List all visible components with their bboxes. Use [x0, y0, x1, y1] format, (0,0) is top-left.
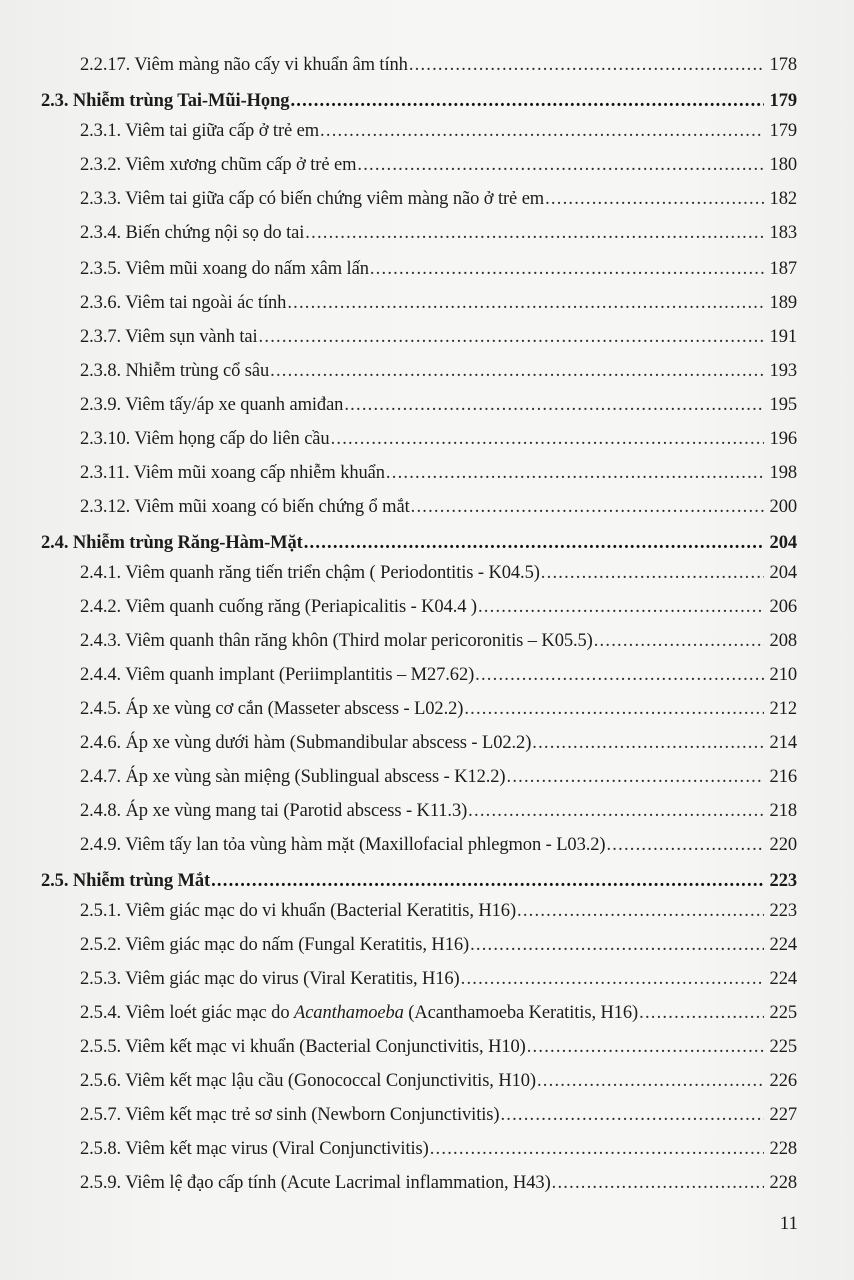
- toc-page-number: 225: [769, 1003, 797, 1023]
- toc-page-number: 212: [769, 699, 797, 719]
- dot-leader: [527, 1034, 764, 1060]
- toc-page-number: 178: [769, 55, 797, 75]
- toc-entry: [0, 220, 797, 246]
- toc-entry: [0, 1102, 797, 1128]
- toc-entry: [0, 426, 797, 452]
- toc-page-number: 183: [769, 223, 797, 243]
- toc-entry: [0, 628, 797, 654]
- toc-label: 2.4.8. Áp xe vùng mang tai (Parotid abscess - K11.3): [80, 801, 468, 821]
- toc-entry: [0, 1034, 797, 1060]
- toc-page-number: 228: [769, 1139, 797, 1159]
- toc-entry: [0, 460, 797, 486]
- dot-leader: [211, 868, 764, 894]
- toc-page-number: 206: [769, 597, 797, 617]
- toc-page-number: 182: [769, 189, 797, 209]
- toc-entry: [0, 764, 797, 790]
- toc-entry: [0, 898, 797, 924]
- toc-label: 2.3.12. Viêm mũi xoang có biến chứng ổ mắt: [80, 497, 410, 517]
- dot-leader: [464, 696, 764, 722]
- toc-entry: [0, 358, 797, 384]
- toc-entry: [0, 290, 797, 316]
- dot-leader: [411, 494, 764, 520]
- toc-label-part: 2.5.4. Viêm loét giác mạc do: [80, 1003, 294, 1023]
- dot-leader: [475, 662, 764, 688]
- dot-leader: [430, 1136, 764, 1162]
- toc-entry: [0, 1000, 797, 1026]
- toc-entry: [0, 594, 797, 620]
- toc-entry: [0, 832, 797, 858]
- dot-leader: [270, 358, 764, 384]
- toc-label: 2.4.6. Áp xe vùng dưới hàm (Submandibular abscess - L02.2): [80, 733, 532, 753]
- toc-page-number: 193: [769, 361, 797, 381]
- toc-entry: [0, 1136, 797, 1162]
- toc-label: 2.4.9. Viêm tấy lan tỏa vùng hàm mặt (Maxillofacial phlegmon - L03.2): [80, 835, 606, 855]
- toc-page-number: 214: [769, 733, 797, 753]
- toc-entry: [0, 798, 797, 824]
- toc-label: 2.3.7. Viêm sụn vành tai: [80, 327, 258, 347]
- toc-page-number: 216: [769, 767, 797, 787]
- toc-label: 2.3.11. Viêm mũi xoang cấp nhiễm khuẩn: [80, 463, 385, 483]
- dot-leader: [370, 256, 764, 282]
- dot-leader: [344, 392, 764, 418]
- toc-label: 2.4. Nhiễm trùng Răng-Hàm-Mặt: [41, 533, 303, 553]
- toc-section-heading: [0, 88, 797, 114]
- dot-leader: [259, 324, 764, 350]
- toc-page-number: 208: [769, 631, 797, 651]
- toc-label: 2.3.1. Viêm tai giữa cấp ở trẻ em: [80, 121, 320, 141]
- dot-leader: [409, 52, 764, 78]
- toc-entry: [0, 730, 797, 756]
- page-number: 11: [779, 1213, 798, 1234]
- dot-leader: [541, 560, 764, 586]
- toc-page-number: 226: [769, 1071, 797, 1091]
- dot-leader: [639, 1000, 764, 1026]
- toc-entry: [0, 52, 797, 78]
- dot-leader: [386, 460, 764, 486]
- toc-page-number: 191: [769, 327, 797, 347]
- toc-label: 2.5.5. Viêm kết mạc vi khuẩn (Bacterial Conjunctivitis, H10): [80, 1037, 526, 1057]
- toc-label: 2.3.6. Viêm tai ngoài ác tính: [80, 293, 287, 313]
- toc-page-number: 179: [769, 91, 797, 111]
- toc-section-heading: [0, 868, 797, 894]
- dot-leader: [290, 88, 764, 114]
- toc-label: 2.5.2. Viêm giác mạc do nấm (Fungal Keratitis, H16): [80, 935, 470, 955]
- toc-page-number: 204: [769, 563, 797, 583]
- toc-page-number: 179: [769, 121, 797, 141]
- dot-leader: [507, 764, 765, 790]
- toc-page-number: 227: [769, 1105, 797, 1125]
- dot-leader: [287, 290, 764, 316]
- toc-label: 2.3.5. Viêm mũi xoang do nấm xâm lấn: [80, 259, 369, 279]
- dot-leader: [537, 1068, 764, 1094]
- toc-label: 2.5.6. Viêm kết mạc lậu cầu (Gonococcal Conjunctivitis, H10): [80, 1071, 536, 1091]
- toc-page-number: 223: [769, 901, 797, 921]
- dot-leader: [468, 798, 764, 824]
- toc-label: 2.3.2. Viêm xương chũm cấp ở trẻ em: [80, 155, 357, 175]
- dot-leader: [304, 530, 764, 556]
- toc-page-number: 218: [769, 801, 797, 821]
- toc-page-number: 189: [769, 293, 797, 313]
- toc-label: 2.3.4. Biến chứng nội sọ do tai: [80, 223, 305, 243]
- toc-label: 2.3.8. Nhiễm trùng cổ sâu: [80, 361, 270, 381]
- toc-label: 2.5.7. Viêm kết mạc trẻ sơ sinh (Newborn Conjunctivitis): [80, 1105, 500, 1125]
- toc-label: 2.5.3. Viêm giác mạc do virus (Viral Keratitis, H16): [80, 969, 460, 989]
- toc-page-number: 223: [769, 871, 797, 891]
- toc-page-number: 204: [769, 533, 797, 553]
- toc-label-italic: Acanthamoeba: [294, 1003, 404, 1023]
- toc-page-number: 196: [769, 429, 797, 449]
- dot-leader: [552, 1170, 764, 1196]
- toc-entry: [0, 392, 797, 418]
- toc-label-part: (Acanthamoeba Keratitis, H16): [403, 1003, 639, 1023]
- toc-page-number: 180: [769, 155, 797, 175]
- toc-section-heading: [0, 530, 797, 556]
- toc-entry: [0, 324, 797, 350]
- toc-page-number: 224: [769, 969, 797, 989]
- dot-leader: [478, 594, 764, 620]
- toc-label: 2.3.3. Viêm tai giữa cấp có biến chứng viêm màng não ở trẻ em: [80, 189, 545, 209]
- toc-label: 2.5. Nhiễm trùng Mắt: [41, 871, 211, 891]
- toc-label: 2.3.9. Viêm tấy/áp xe quanh amiđan: [80, 395, 344, 415]
- toc-page-number: 210: [769, 665, 797, 685]
- dot-leader: [545, 186, 764, 212]
- dot-leader: [532, 730, 764, 756]
- toc-label: 2.4.7. Áp xe vùng sàn miệng (Sublingual abscess - K12.2): [80, 767, 506, 787]
- dot-leader: [470, 932, 764, 958]
- toc-label: 2.4.4. Viêm quanh implant (Periimplantitis – M27.62): [80, 665, 475, 685]
- toc-label: 2.5.9. Viêm lệ đạo cấp tính (Acute Lacrimal inflammation, H43): [80, 1173, 551, 1193]
- dot-leader: [517, 898, 764, 924]
- dot-leader: [331, 426, 764, 452]
- dot-leader: [305, 220, 764, 246]
- toc-page-number: 225: [769, 1037, 797, 1057]
- toc-entry: [0, 560, 797, 586]
- dot-leader: [594, 628, 764, 654]
- toc-label: 2.2.17. Viêm màng não cấy vi khuẩn âm tính: [80, 55, 408, 75]
- dot-leader: [320, 118, 764, 144]
- toc-label: 2.4.5. Áp xe vùng cơ cắn (Masseter abscess - L02.2): [80, 699, 464, 719]
- toc-entry: [0, 152, 797, 178]
- toc-page-number: 228: [769, 1173, 797, 1193]
- toc-label: 2.3. Nhiễm trùng Tai-Mũi-Họng: [41, 91, 290, 111]
- toc-page-number: 200: [769, 497, 797, 517]
- dot-leader: [357, 152, 764, 178]
- dot-leader: [461, 966, 764, 992]
- toc-label: 2.3.10. Viêm họng cấp do liên cầu: [80, 429, 330, 449]
- toc-entry: [0, 118, 797, 144]
- toc-entry: [0, 966, 797, 992]
- toc-label: 2.5.8. Viêm kết mạc virus (Viral Conjunctivitis): [80, 1139, 429, 1159]
- toc-label: [80, 1000, 638, 1026]
- toc-label: 2.5.1. Viêm giác mạc do vi khuẩn (Bacterial Keratitis, H16): [80, 901, 517, 921]
- toc-page-number: 198: [769, 463, 797, 483]
- toc-entry: [0, 494, 797, 520]
- toc-entry: [0, 256, 797, 282]
- toc-label: 2.4.1. Viêm quanh răng tiến triển chậm ( Periodontitis - K04.5): [80, 563, 540, 583]
- toc-page-number: 224: [769, 935, 797, 955]
- dot-leader: [500, 1102, 764, 1128]
- dot-leader: [606, 832, 764, 858]
- toc-entry: [0, 932, 797, 958]
- toc-entry: [0, 1170, 797, 1196]
- toc-label: 2.4.3. Viêm quanh thân răng khôn (Third molar pericoronitis – K05.5): [80, 631, 593, 651]
- toc-entry: [0, 662, 797, 688]
- toc-entry: [0, 186, 797, 212]
- toc-label: 2.4.2. Viêm quanh cuống răng (Periapicalitis - K04.4 ): [80, 597, 477, 617]
- toc-entry: [0, 1068, 797, 1094]
- toc-page-number: 187: [769, 259, 797, 279]
- toc-page-number: 220: [769, 835, 797, 855]
- toc-page-number: 195: [769, 395, 797, 415]
- toc-entry: [0, 696, 797, 722]
